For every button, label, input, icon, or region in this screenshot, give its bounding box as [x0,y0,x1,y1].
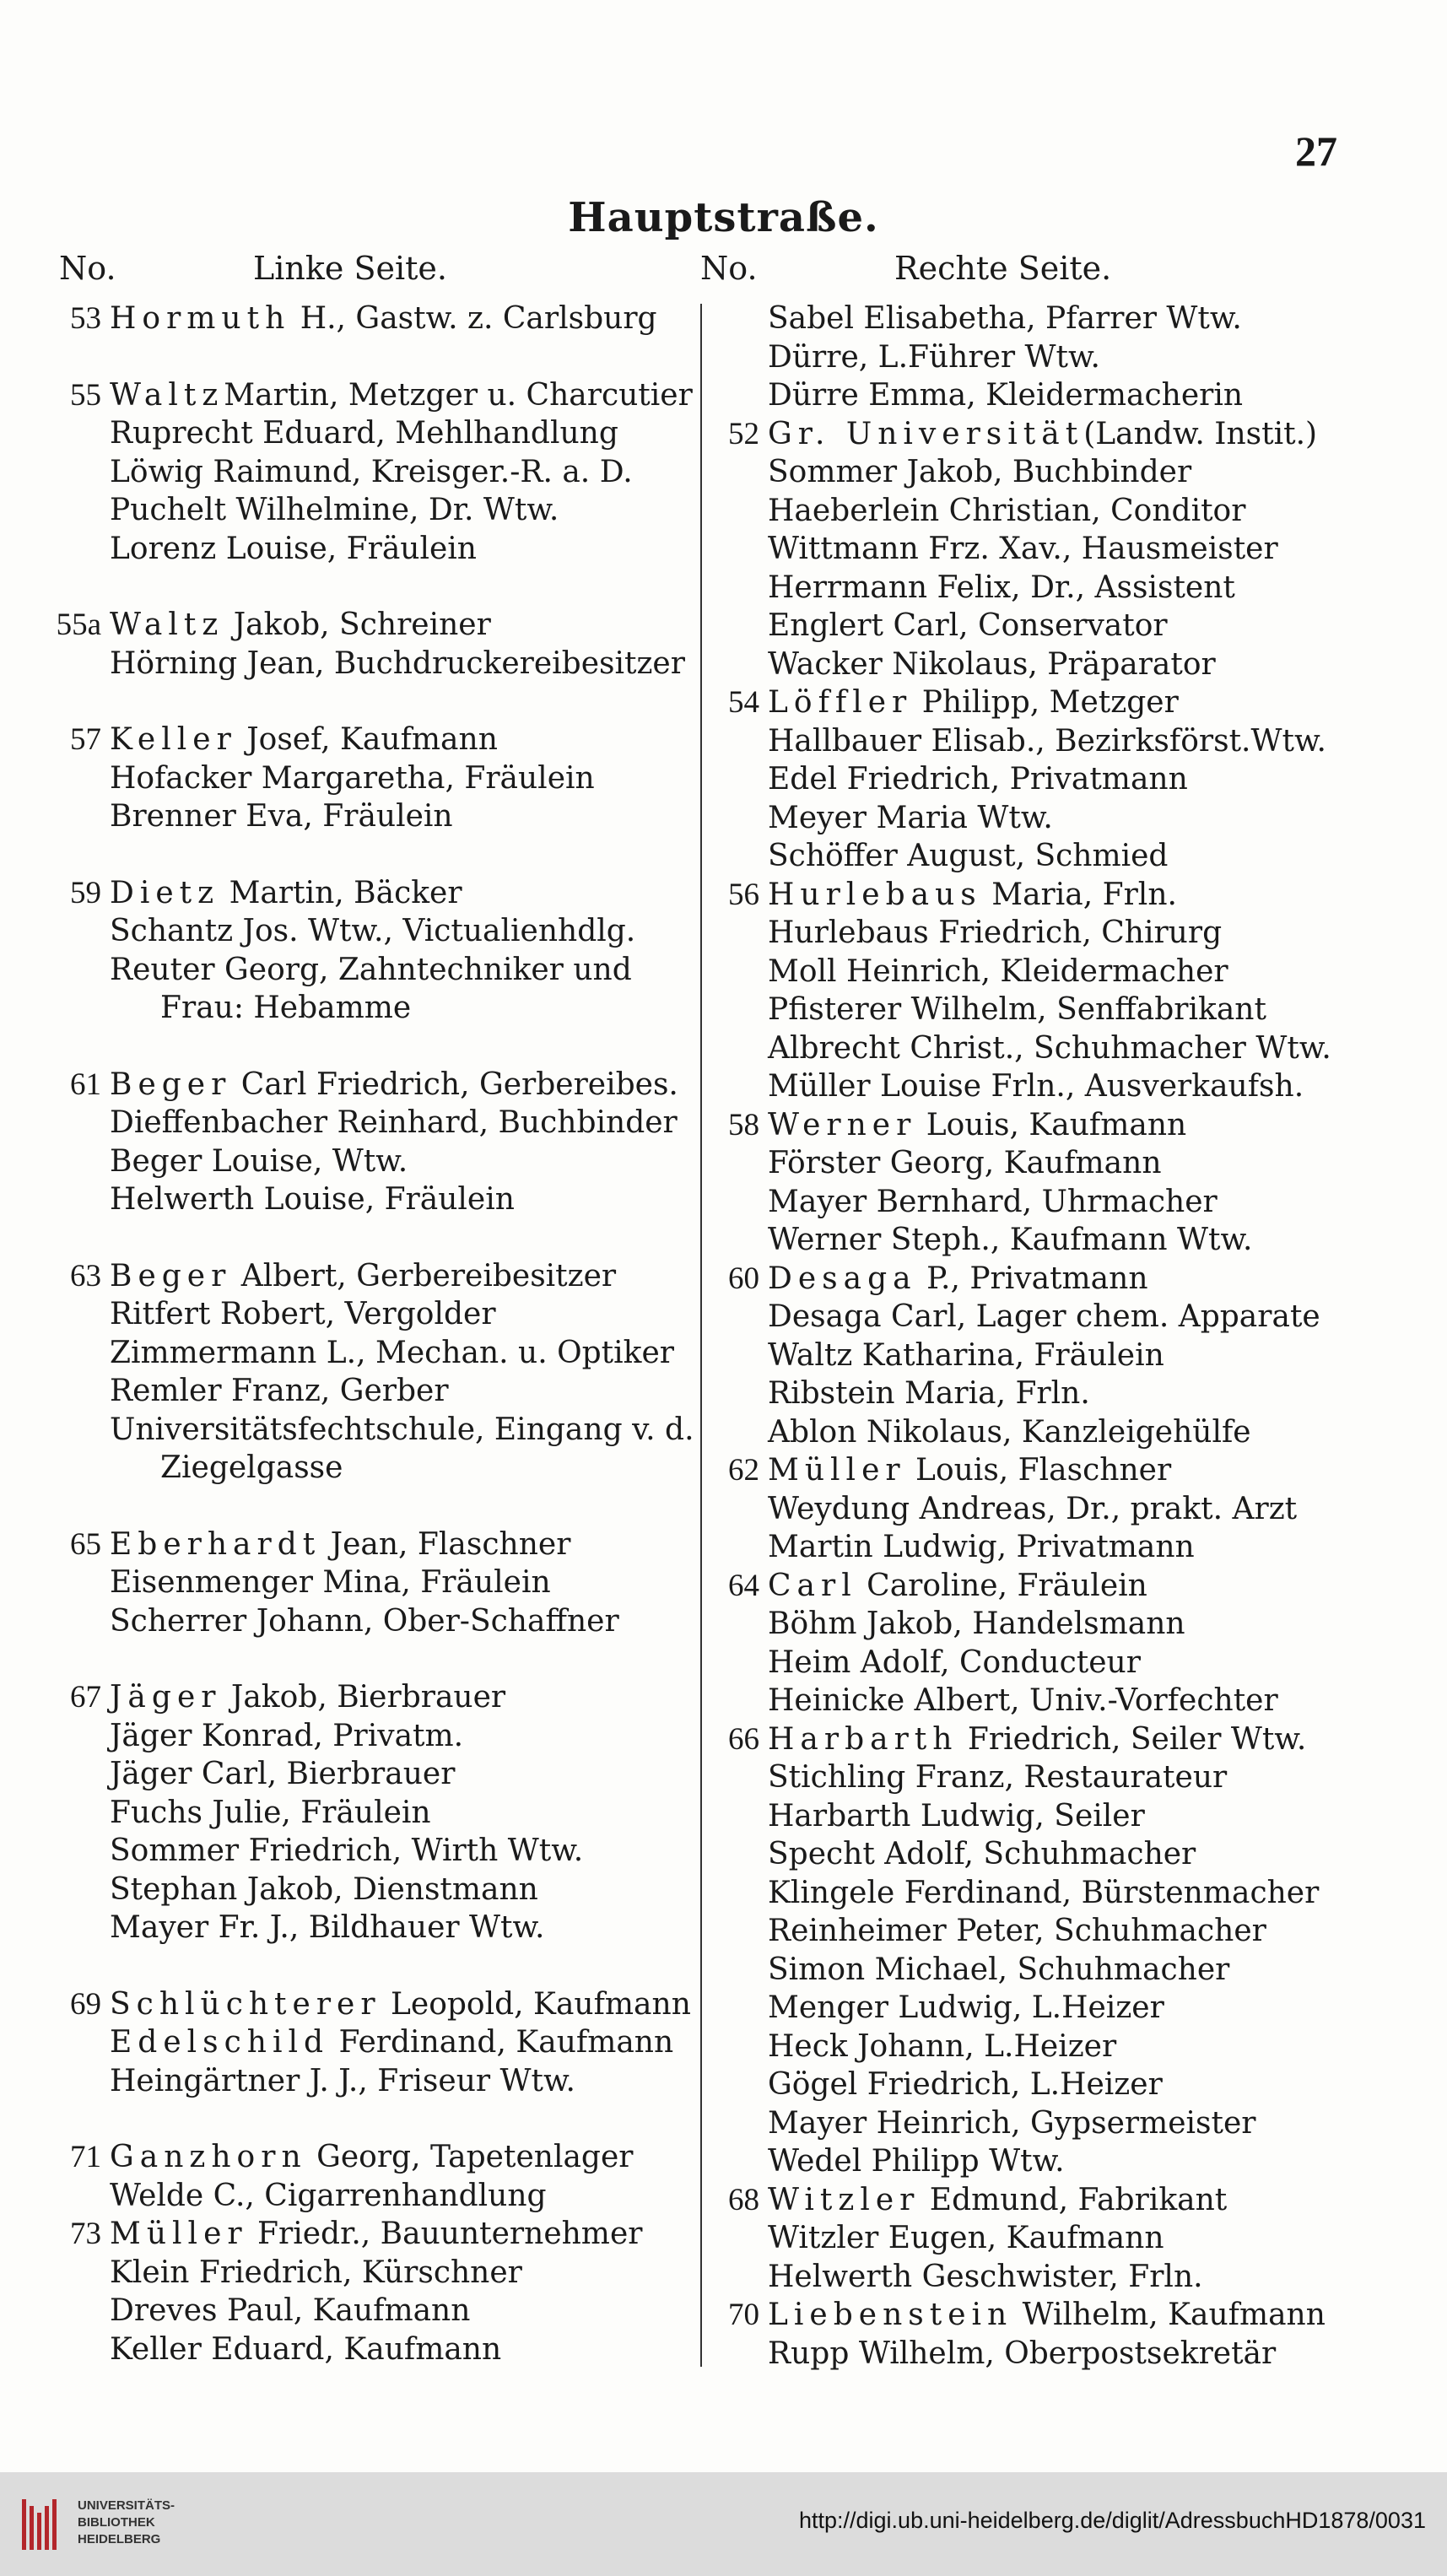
resident-entry: Moll Heinrich, Kleidermacher [768,953,1228,989]
page-title: Hauptstraße. [568,194,879,241]
house-number: 67 [70,1680,101,1715]
owner-name: Ganzhorn [110,2140,307,2174]
directory-entry [34,414,700,453]
directory-entry [34,874,700,913]
resident-entry: Heinicke Albert, Univ.-Vorfechter [768,1683,1278,1718]
resident-entry: Stephan Jakob, Dienstmann [110,1871,538,1907]
resident-entry: Pfisterer Wilhelm, Senffabrikant [768,992,1266,1027]
resident-entry: Englert Carl, Conservator [768,608,1168,643]
resident-entry: Wedel Philipp Wtw. [768,2144,1065,2179]
directory-entry [34,759,700,798]
resident-entry: Sommer Jakob, Buchbinder [768,455,1192,489]
resident-entry: Fuchs Julie, Fräulein [110,1795,431,1830]
resident-entry: Lorenz Louise, Fräulein [110,531,477,566]
resident-entry [110,1526,570,1564]
resident-entry [110,1985,691,2024]
resident-entry: Rupp Wilhelm, Oberpostsekretär [768,2336,1277,2371]
directory-entry [692,1567,1367,1606]
owner-details: Caroline, Fräulein [856,1568,1147,1603]
resident-entry: Helwerth Geschwister, Frln. [768,2259,1203,2294]
resident-entry: Weydung Andreas, Dr., prakt. Arzt [768,1491,1298,1526]
house-number: 55 [70,377,101,413]
house-number: 64 [728,1568,759,1603]
directory-entry [692,1451,1367,1490]
resident-entry: Wacker Nikolaus, Präparator [768,646,1216,682]
resident-entry: Reinheimer Peter, Schuhmacher [768,1914,1266,1948]
owner-details: Georg, Tapetenlager [306,2140,634,2174]
directory-entry [34,951,700,990]
house-number: 59 [70,875,101,910]
directory-entry [692,492,1367,531]
resident-entry: Werner Steph., Kaufmann Wtw. [768,1223,1253,1257]
directory-entry [692,1989,1367,2028]
resident-entry [110,2215,642,2254]
directory-entry [692,799,1367,838]
resident-entry: Ritfert Robert, Vergolder [110,1297,496,1331]
resident-entry: Beger Louise, Wtw. [110,1143,408,1179]
left-side-header: Linke Seite. [253,250,447,287]
house-number: 52 [728,416,759,451]
owner-name: Müller [768,1453,906,1488]
owner-details: Jean, Flaschner [321,1526,571,1562]
resident-entry: Universitätsfechtschule, Eingang v. d. [110,1412,694,1447]
resident-entry [768,683,1179,722]
directory-entry [692,1374,1367,1413]
owner-details: Louis, Flaschner [905,1453,1172,1488]
house-number: 73 [70,2217,101,2251]
directory-entry [34,2138,700,2177]
owner-details: Wilhelm, Kaufmann [1012,2298,1326,2332]
right-column [692,300,1367,2373]
owner-details: Martin, Metzger u. Charcutier [224,377,693,413]
owner-details: Philipp, Metzger [912,685,1179,720]
owner-details: Maria, Frln. [981,877,1177,912]
resident-entry: Frau: Hebamme [160,991,412,1025]
directory-entry [692,1183,1367,1222]
resident-entry [110,300,657,338]
directory-entry [34,2177,700,2216]
resident-entry: Stichling Franz, Restaurateur [768,1760,1228,1795]
owner-details: Friedrich, Seiler Wtw. [958,1721,1307,1757]
resident-entry [768,415,1317,454]
directory-entry [692,645,1367,684]
resident-entry: Ablon Nikolaus, Kanzleigehülfe [768,1414,1251,1450]
owner-details: Leopold, Kaufmann [381,1986,691,2022]
resident-entry: Ziegelgasse [160,1450,343,1485]
directory-entry [692,1605,1367,1644]
directory-entry [34,1142,700,1181]
library-name: UNIVERSITÄTS- BIBLIOTHEK HEIDELBERG [78,2498,175,2546]
owner-details: Albert, Gerbereibesitzer [231,1258,617,1293]
resident-entry: Mayer Bernhard, Uhrmacher [768,1184,1218,1219]
house-number: 58 [728,1107,759,1142]
directory-entry [692,722,1367,761]
directory-entry [34,606,700,645]
owner-name: Dietz [110,875,220,910]
owner-name: Edelschild [110,2025,330,2060]
resident-entry: Specht Adolf, Schuhmacher [768,1837,1196,1871]
resident-entry [110,1678,505,1717]
resident-entry [768,2181,1227,2220]
resident-entry: Ribstein Maria, Frln. [768,1376,1090,1411]
house-number: 70 [728,2298,759,2332]
owner-name: Hurlebaus [768,877,982,912]
owner-details: H., Gastw. z. Carlsburg [290,301,657,336]
column-headers [0,250,1447,295]
directory-entry [692,2066,1367,2104]
directory-entry [692,338,1367,377]
directory-entry [692,1337,1367,1375]
directory-entry [34,1678,700,1717]
owner-name: Liebenstein [768,2298,1013,2332]
resident-entry [110,874,462,913]
resident-entry: Haeberlein Christian, Conditor [768,493,1246,528]
directory-entry [692,837,1367,876]
directory-entry [34,1066,700,1104]
resident-entry: Herrmann Felix, Dr., Assistent [768,570,1235,605]
directory-entry [34,1295,700,1334]
directory-entry [34,1985,700,2024]
resident-entry: Wittmann Frz. Xav., Hausmeister [768,532,1278,566]
owner-name: Carl [768,1568,857,1603]
resident-entry: Harbarth Ludwig, Seiler [768,1798,1145,1833]
owner-name: Harbarth [768,1721,958,1757]
resident-entry: Remler Franz, Gerber [110,1374,449,1408]
owner-details: Jakob, Bierbrauer [221,1680,506,1715]
directory-entry [692,1758,1367,1797]
owner-name: Beger [110,1067,232,1102]
owner-details: Josef, Kaufmann [236,722,498,757]
right-side-header: Rechte Seite. [894,250,1112,287]
resident-entry [768,1260,1148,1299]
owner-details: Jakob, Schreiner [224,608,491,642]
directory-entry [692,1682,1367,1720]
right-no-header: No. [700,250,758,287]
resident-entry: Dreves Paul, Kaufmann [110,2293,471,2328]
owner-details: (Landw. Instit.) [1083,416,1318,451]
directory-entry [34,2215,700,2254]
resident-entry: Schantz Jos. Wtw., Victualienhdlg. [110,914,636,948]
directory-entry [692,607,1367,645]
resident-entry: Zimmermann L., Mechan. u. Optiker [110,1335,674,1370]
resident-entry: Meyer Maria Wtw. [768,800,1053,835]
owner-details: P., Privatmann [916,1261,1148,1296]
house-number: 65 [70,1526,101,1562]
house-number: 56 [728,877,759,912]
resident-entry: Witzler Eugen, Kaufmann [768,2221,1164,2255]
resident-entry: Heck Johann, L.Heizer [768,2028,1117,2064]
resident-entry: Desaga Carl, Lager chem. Apparate [768,1299,1320,1334]
directory-entry [34,912,700,951]
directory-entry [692,2181,1367,2220]
directory-entry [692,1029,1367,1068]
resident-entry: Waltz Katharina, Fräulein [768,1337,1164,1373]
directory-entry [692,1067,1367,1106]
directory-entry [34,2330,700,2369]
resident-entry: Klein Friedrich, Kürschner [110,2255,522,2290]
owner-details: Martin, Bäcker [219,875,462,910]
resident-entry: Simon Michael, Schuhmacher [768,1952,1230,1987]
directory-entry [692,2335,1367,2373]
resident-entry [768,1720,1306,1759]
directory-entry [692,991,1367,1029]
directory-entry [692,683,1367,722]
directory-entry [692,1720,1367,1759]
directory-entry [692,1144,1367,1183]
resident-entry [110,1066,678,1104]
resident-entry: Hallbauer Elisab., Bezirksförst.Wtw. [768,723,1326,759]
directory-entry [692,300,1367,338]
resident-entry: Sabel Elisabetha, Pfarrer Wtw. [768,301,1242,336]
resident-entry: Jäger Carl, Bierbrauer [110,1757,456,1791]
directory-entry [34,1794,700,1833]
owner-name: Beger [110,1258,232,1293]
house-number: 53 [70,301,101,336]
directory-entry [692,914,1367,953]
resident-entry: Menger Ludwig, L.Heizer [768,1990,1164,2025]
house-number: 69 [70,1986,101,2022]
resident-entry [110,376,693,415]
directory-entry [34,2023,700,2062]
resident-entry: Gögel Friedrich, L.Heizer [768,2067,1163,2102]
directory-entry [34,491,700,530]
directory-entry [34,2062,700,2101]
resident-entry: Edel Friedrich, Privatmann [768,762,1188,797]
owner-name: Schlüchterer [110,1986,381,2022]
directory-entry [692,376,1367,415]
resident-entry [768,1567,1147,1606]
owner-name: Gr. Universität [768,416,1084,451]
directory-entry [34,989,700,1028]
directory-entry [692,1644,1367,1682]
directory-entry [34,1563,700,1602]
resident-entry: Löwig Raimund, Kreisger.-R. a. D. [110,454,633,489]
house-number: 60 [728,1261,759,1296]
owner-name: Löffler [768,685,913,720]
resident-entry: Helwerth Louise, Fräulein [110,1182,515,1217]
directory-entry [34,376,700,415]
resident-entry: Keller Eduard, Kaufmann [110,2331,502,2367]
house-number: 57 [70,722,101,757]
resident-entry: Scherrer Johann, Ober-Schaffner [110,1603,619,1639]
resident-entry: Mayer Heinrich, Gypsermeister [768,2105,1256,2141]
resident-entry: Klingele Ferdinand, Bürstenmacher [768,1875,1320,1910]
directory-entry [34,721,700,759]
resident-entry: Hofacker Margaretha, Fräulein [110,760,595,796]
owner-name: Eberhardt [110,1526,321,1562]
directory-entry [34,1334,700,1373]
directory-entry [34,1372,700,1411]
resident-entry: Heim Adolf, Conducteur [768,1644,1141,1680]
source-url[interactable]: http://digi.ub.uni-heidelberg.de/diglit/AdressbuchHD1878/0031 [798,2508,1426,2533]
directory-entry [692,1221,1367,1260]
resident-entry [768,1451,1171,1490]
directory-entry [34,1871,700,1909]
resident-entry: Schöffer August, Schmied [768,839,1169,873]
directory-entry [692,1106,1367,1145]
owner-details: Ferdinand, Kaufmann [329,2025,674,2060]
directory-entry [34,1449,700,1488]
resident-entry: Puchelt Wilhelmine, Dr. Wtw. [110,493,559,527]
directory-entry [34,1104,700,1142]
resident-entry: Martin Ludwig, Privatmann [768,1530,1195,1564]
house-number: 71 [70,2140,101,2174]
library-logo-icon [15,2491,66,2558]
resident-entry [110,606,491,645]
directory-entry [692,415,1367,454]
directory-entry [692,760,1367,799]
resident-entry: Sommer Friedrich, Wirth Wtw. [110,1833,584,1868]
directory-entry [692,953,1367,991]
directory-entry [34,1717,700,1756]
resident-entry: Müller Louise Frln., Ausverkaufsh. [768,1069,1304,1104]
directory-entry [692,1528,1367,1567]
directory-entry [692,1490,1367,1529]
resident-entry [110,2023,673,2062]
directory-entry [692,1413,1367,1452]
directory-entry [692,1951,1367,1990]
resident-entry [110,721,498,759]
directory-entry [692,1298,1367,1337]
directory-entry [34,453,700,492]
directory-entry [34,1257,700,1296]
left-no-header: No. [59,250,116,287]
directory-entry [692,876,1367,915]
footer-bar [0,2472,1447,2576]
house-number: 54 [728,685,759,720]
left-column [34,300,700,2368]
house-number: 68 [728,2182,759,2217]
directory-entry [692,1260,1367,1299]
directory-entry [692,1835,1367,1874]
resident-entry: Dürre, L.Führer Wtw. [768,339,1100,375]
resident-entry: Welde C., Cigarrenhandlung [110,2178,547,2213]
resident-entry: Förster Georg, Kaufmann [768,1146,1162,1180]
directory-entry [34,1832,700,1871]
directory-entry [692,2258,1367,2297]
resident-entry: Mayer Fr. J., Bildhauer Wtw. [110,1910,545,1945]
resident-entry: Reuter Georg, Zahntechniker und [110,952,632,987]
resident-entry [768,2296,1326,2335]
directory-entry [34,1909,700,1947]
directory-entry [34,1755,700,1794]
resident-entry [768,876,1177,915]
resident-entry: Eisenmenger Mina, Fräulein [110,1565,551,1600]
owner-name: Keller [110,722,237,757]
directory-entry [34,797,700,836]
owner-details: Carl Friedrich, Gerbereibes. [231,1067,678,1102]
resident-entry: Böhm Jakob, Handelsmann [768,1607,1185,1641]
owner-details: Friedr., Bauunternehmer [247,2217,643,2251]
owner-name: Waltz [110,608,224,642]
house-number: 55a [56,608,101,642]
owner-name: Werner [768,1107,917,1142]
resident-entry [110,1257,616,1296]
owner-details: Louis, Kaufmann [916,1107,1187,1142]
directory-entry [692,2219,1367,2258]
resident-entry: Dieffenbacher Reinhard, Buchbinder [110,1105,678,1140]
house-number: 61 [70,1067,101,1102]
owner-name: Desaga [768,1261,917,1296]
house-number: 62 [728,1453,759,1488]
directory-entry [34,1602,700,1641]
owner-name: Jäger [110,1680,222,1715]
directory-entry [34,2254,700,2292]
directory-entry [34,645,700,683]
owner-details: Edmund, Fabrikant [920,2182,1228,2217]
resident-entry: Hurlebaus Friedrich, Chirurg [768,915,1223,950]
resident-entry: Hörning Jean, Buchdruckereibesitzer [110,645,685,681]
directory-entry [692,2104,1367,2143]
house-number: 63 [70,1258,101,1293]
directory-entry [34,1526,700,1564]
resident-entry: Dürre Emma, Kleidermacherin [768,378,1244,413]
directory-entry [692,530,1367,569]
resident-entry: Jäger Konrad, Privatm. [110,1718,464,1753]
directory-entry [692,453,1367,492]
directory-entry [34,300,700,338]
directory-entry [692,569,1367,608]
directory-entry [692,1797,1367,1836]
page-number: 27 [1295,127,1337,175]
resident-entry: Albrecht Christ., Schuhmacher Wtw. [768,1030,1331,1066]
resident-entry: Heingärtner J. J., Friseur Wtw. [110,2063,575,2098]
owner-name: Hormuth [110,301,291,336]
owner-name: Witzler [768,2182,921,2217]
resident-entry: Brenner Eva, Fräulein [110,799,453,834]
directory-entry [692,2028,1367,2066]
directory-entry [692,1912,1367,1951]
directory-entry [34,1180,700,1219]
owner-name: Müller [110,2217,248,2251]
directory-entry [692,2296,1367,2335]
house-number: 66 [728,1721,759,1757]
owner-name: Waltz [110,377,224,413]
resident-entry [768,1106,1186,1145]
directory-entry [34,530,700,569]
directory-entry [34,1411,700,1450]
directory-entry [692,2142,1367,2181]
directory-entry [692,1874,1367,1913]
directory-entry [34,2292,700,2330]
resident-entry: Ruprecht Eduard, Mehlhandlung [110,416,618,451]
resident-entry [110,2138,633,2177]
